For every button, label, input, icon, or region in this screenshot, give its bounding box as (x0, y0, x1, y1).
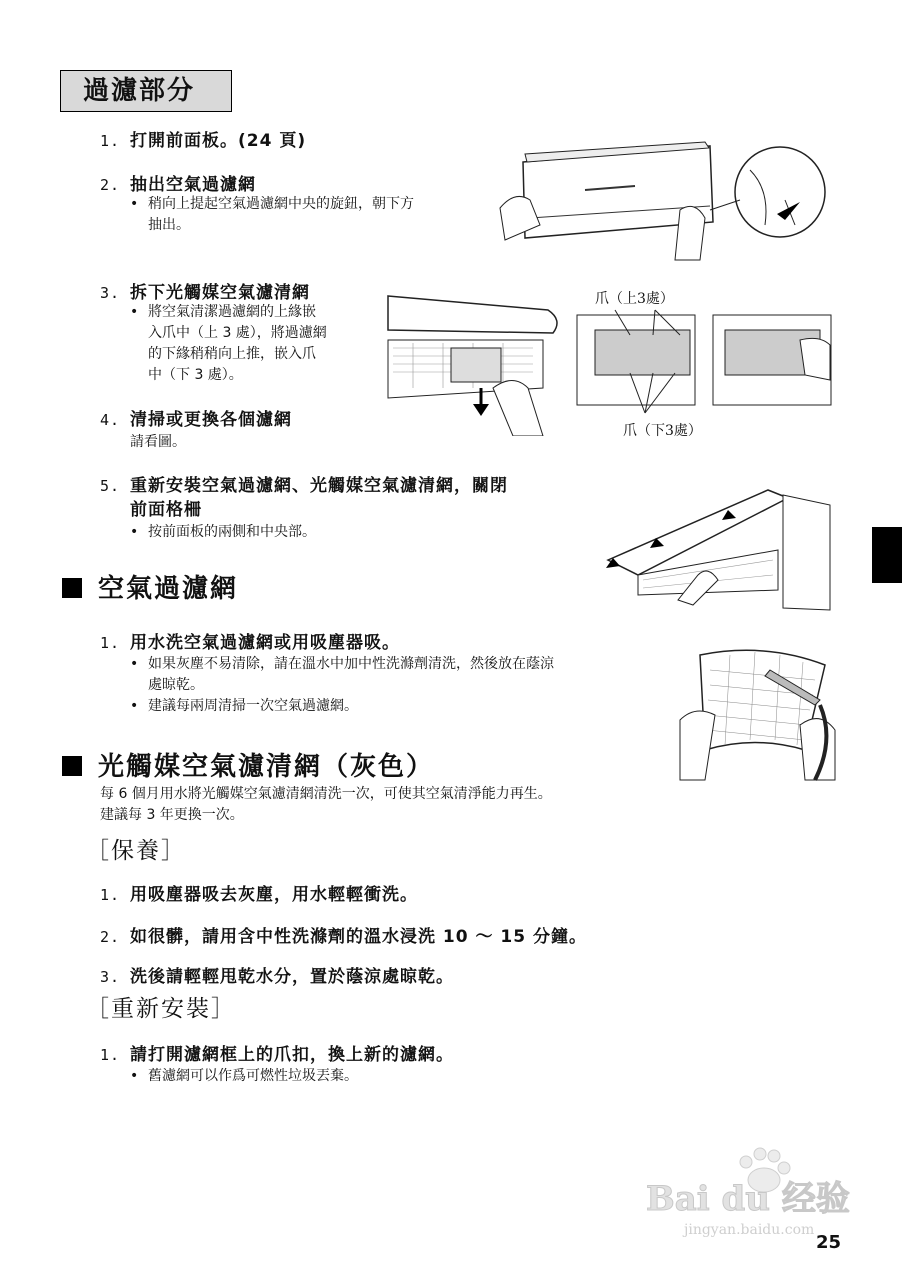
claw-top-label: 爪（上3處） (595, 291, 674, 307)
watermark-url: jingyan.baidu.com (684, 1222, 815, 1238)
claw-bottom-label: 爪（下3處） (623, 423, 702, 439)
front-grille-illustration (598, 480, 838, 615)
step-text: 抽出空氣過濾網 (130, 175, 256, 195)
photo-filter-intro: 每 6 個月用水將光觸媒空氣濾清網清洗一次，可使其空氣清淨能力再生。 建議每 3 年更換一次。 (100, 786, 552, 823)
page-number: 25 (816, 1232, 842, 1253)
square-bullet-icon (62, 756, 82, 776)
step-4-note: 請看圖。 (130, 434, 186, 450)
maintenance-step-3: 3. 洗後請輕輕甩乾水分，置於蔭涼處晾乾。 (100, 967, 454, 987)
reinstall-title: ［重新安裝］ (86, 996, 236, 1022)
square-bullet-icon (62, 578, 82, 598)
watermark (624, 1140, 854, 1240)
step-1 (100, 126, 306, 151)
step-2-bullet: • 稍向上提起空氣過濾網中央的旋鈕，朝下方 抽出。 (130, 196, 414, 233)
step-text: 打開前面板。(24 頁) (130, 131, 307, 151)
photo-filter-heading: 光觸媒空氣濾清網（灰色） (62, 746, 434, 783)
step-number: 1. (100, 132, 121, 150)
reinstall-step-1: 1. 請打開濾網框上的爪扣，換上新的濾網。 (100, 1045, 454, 1065)
filter-removal-illustration (383, 288, 568, 436)
air-filter-bullets: • 如果灰塵不易清除，請在溫水中加中性洗滌劑清洗，然後放在蔭涼 處晾乾。 • 建議每兩周清掃一次空氣過濾網。 (130, 656, 554, 714)
step-text: 前面格柵 (130, 500, 202, 520)
air-filter-step-1: 1. 用水洗空氣過濾網或用吸塵器吸。 (100, 633, 400, 653)
air-filter-heading: 空氣過濾網 (62, 568, 238, 605)
step-number: 4. (100, 411, 121, 429)
step-text: 拆下光觸媒空氣濾清網 (130, 283, 310, 303)
maintenance-title: ［保養］ (86, 838, 186, 864)
step-3-bullet: • 將空氣清潔過濾網的上緣嵌 入爪中（上 3 處），將過濾網 的下緣稍稍向上推，嵌入爪 中（下 3 處）。 (130, 304, 327, 383)
step-number: 2. (100, 176, 121, 194)
step-3 (100, 278, 310, 303)
maintenance-step-2: 2. 如很髒，請用含中性洗滌劑的溫水浸洗 10 ～ 15 分鐘。 (100, 927, 587, 947)
step-number: 5. (100, 477, 121, 495)
maintenance-step-1: 1. 用吸塵器吸去灰塵，用水輕輕衝洗。 (100, 885, 418, 905)
section-title: 過濾部分 (60, 70, 232, 112)
step-text: 清掃或更換各個濾網 (130, 410, 292, 430)
step-5-bullet: • 按前面板的兩側和中央部。 (130, 524, 316, 540)
step-4 (100, 405, 292, 430)
step-2 (100, 170, 256, 195)
step-5 (100, 474, 508, 522)
reinstall-bullet: • 舊濾網可以作爲可燃性垃圾丟棄。 (130, 1068, 358, 1084)
watermark-brand: Bai du 经验 (646, 1179, 850, 1219)
step-text: 重新安裝空氣過濾網、光觸媒空氣濾清網，關閉 (130, 476, 508, 496)
claw-illustration (575, 285, 835, 445)
step-number: 3. (100, 284, 121, 302)
side-tab-marker (872, 527, 902, 583)
ac-unit-illustration (495, 130, 850, 265)
filter-cleaning-illustration (675, 640, 840, 785)
